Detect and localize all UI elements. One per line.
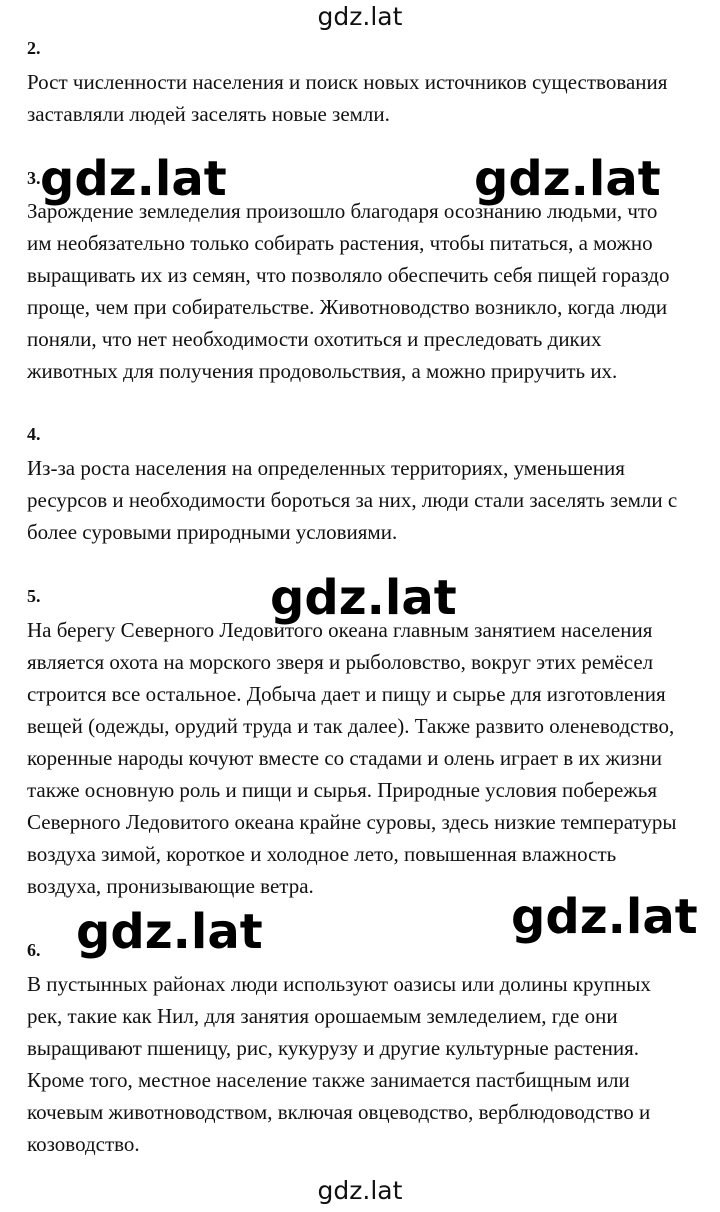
answer-number-3: 3.: [27, 168, 41, 188]
watermark-overlay: gdz.lat: [270, 570, 457, 626]
header-watermark: gdz.lat: [317, 2, 403, 31]
answer-text-4: [27, 452, 707, 548]
text-line: Рост численности населения и поиск новых источников существования: [27, 70, 668, 94]
footer-watermark: gdz.lat: [317, 1176, 403, 1205]
answer-number-6: 6.: [27, 940, 41, 960]
text-line: козоводство.: [27, 1132, 140, 1156]
text-line: Северного Ледовитого океана крайне суровы, здесь низкие температуры: [27, 810, 677, 834]
answer-text-3: [27, 195, 707, 387]
text-line: кочевым животноводством, включая овцеводство, верблюдоводство и: [27, 1100, 651, 1124]
text-line: также основную роль и пищи и сырья. Природные условия побережья: [27, 778, 658, 802]
answer-text-2: [27, 66, 707, 130]
watermark-overlay: gdz.lat: [76, 904, 263, 960]
text-line: поняли, что нет необходимости охотиться и преследовать диких: [27, 327, 602, 351]
text-line: является охота на морского зверя и рыболовство, вокруг этих ремёсел: [27, 650, 654, 674]
text-line: выращивают пшеницу, рис, кукурузу и другие культурные растения.: [27, 1036, 639, 1060]
answer-number-5: 5.: [27, 586, 41, 606]
text-line: Зарождение земледелия произошло благодаря осознанию людьми, что: [27, 199, 658, 223]
text-line: На берегу Северного Ледовитого океана главным занятием населения: [27, 618, 653, 642]
answer-number-2: 2.: [27, 38, 41, 58]
text-line: воздуха, пронизывающие ветра.: [27, 874, 314, 898]
watermark-overlay: gdz.lat: [511, 889, 698, 945]
text-line: вещей (одежды, орудий труда и так далее). Также развито оленеводство,: [27, 714, 675, 738]
answer-number-4: 4.: [27, 424, 41, 444]
watermark-overlay: gdz.lat: [40, 151, 227, 207]
text-line: строится все остальное. Добыча дает и пищу и сырье для изготовления: [27, 682, 666, 706]
text-line: воздуха зимой, короткое и холодное лето, повышенная влажность: [27, 842, 617, 866]
text-line: выращивать их из семян, что позволяло обеспечить себя пищей гораздо: [27, 263, 670, 287]
text-line: проще, чем при собирательстве. Животноводство возникло, когда люди: [27, 295, 668, 319]
text-line: ресурсов и необходимости бороться за них, люди стали заселять земли с: [27, 488, 678, 512]
text-line: более суровыми природными условиями.: [27, 520, 398, 544]
text-line: В пустынных районах люди используют оазисы или долины крупных: [27, 972, 651, 996]
text-line: животных для получения продовольствия, а можно приручить их.: [27, 359, 618, 383]
text-line: им необязательно только собирать растения, чтобы питаться, а можно: [27, 231, 653, 255]
watermark-overlay: gdz.lat: [474, 151, 661, 207]
text-line: рек, такие как Нил, для занятия орошаемым земледелием, где они: [27, 1004, 618, 1028]
text-line: заставляли людей заселять новые земли.: [27, 102, 390, 126]
text-line: Кроме того, местное население также занимается пастбищным или: [27, 1068, 630, 1092]
answer-text-6: [27, 968, 707, 1160]
answer-text-5: [27, 614, 707, 902]
text-line: Из-за роста населения на определенных территориях, уменьшения: [27, 456, 625, 480]
text-line: коренные народы кочуют вместе со стадами и олень играет в их жизни: [27, 746, 662, 770]
